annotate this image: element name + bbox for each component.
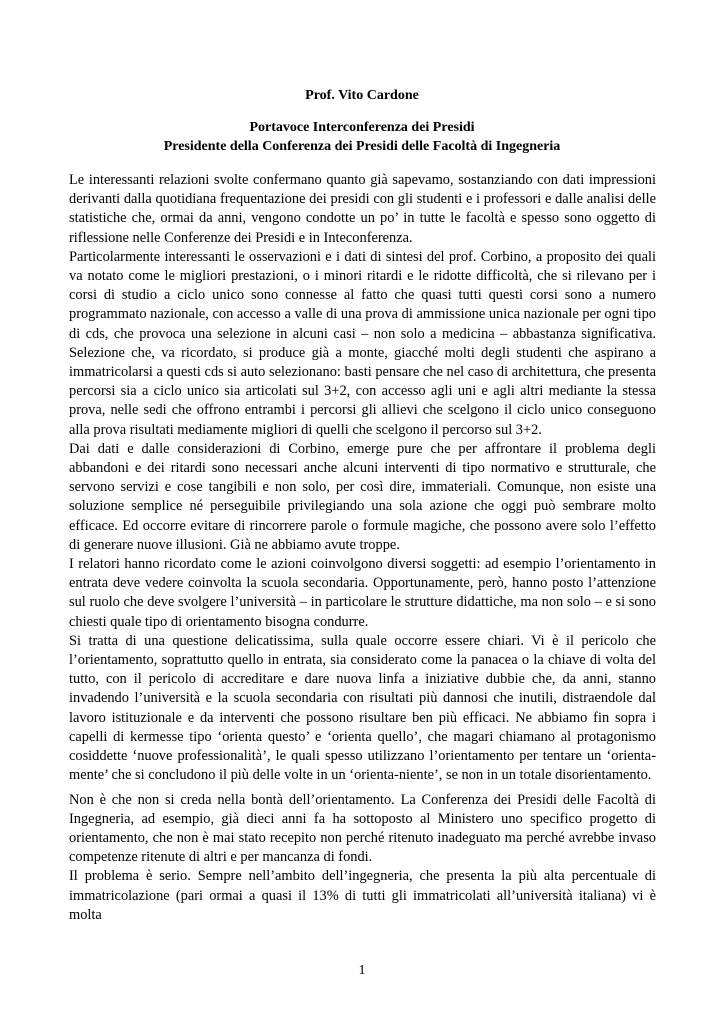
page-number: 1 (358, 963, 366, 978)
author-block (0, 86, 724, 105)
paragraph: Particolarmente interessanti le osservazioni e i dati di sintesi del prof. Corbino, a proposito dei quali va notato come le migliori prestazioni, o i minori ritardi e le ridotte difficoltà, che si rilevano per i corsi di studio a ciclo unico sono connesse al fatto che quasi tutti questi corsi sono a numero programmato nazionale, con accesso a valle di una prova di ammissione unica nazionale per ogni tipo di cds, che provoca una selezione in alcuni casi – non solo a medicina – abbastanza significativa. Selezione che, va ricordato, si produce già a monte, giacché molti degli studenti che aspirano a immatricolarsi a questi cds si auto selezionano: basti pensare che nel caso di architettura, che presenta percorsi sia a ciclo unico sia articolati sul 3+2, con accesso agli uni e agli altri mediante la stessa prova, nelle sedi che offrono entrambi i percorsi gli allievi che scelgono il ciclo unico conseguono alla prova risultati mediamente migliori di quelli che scelgono il percorso sul 3+2. (69, 248, 656, 438)
paragraph: Le interessanti relazioni svolte confermano quanto già sapevamo, sostanziando con dati impressioni derivanti dalla quotidiana frequentazione dei presidi con gli studenti e i professori e dalle analisi delle statistiche che, ormai da anni, vengono condotte un po’ in tutte le facoltà e spesso sono oggetto di riflessione nelle Conferenze dei Presidi e in Inteconferenza. (69, 172, 656, 246)
author-name: Prof. Vito Cardone (305, 88, 419, 103)
paragraph: Si tratta di una questione delicatissima, sulla quale occorre essere chiari. Vi è il pericolo che l’orientamento, soprattutto quello in entrata, sia considerato come la panacea o la chiave di volta del tutto, con il pericolo di accreditare e dare nuova linfa a iniziative dubbie che, da anni, stanno invadendo l’università e la scuola secondaria con risultati più dannosi che inutili, distraendole dal lavoro istituzionale e da interventi che possono risultare ben più efficaci. Ne abbiamo fin sopra i capelli di kermesse tipo ‘orienta questo’ e ‘orienta quello’, che magari chiamano al protagonismo cosiddette ‘nuove professionalità’, le quali spesso utilizzano l’orientamento per tentare un ‘orienta-mente’ che si concludono il più delle volte in un ‘orienta-niente’, se non in un totale disorientamento. (69, 632, 656, 784)
role-president: Presidente della Conferenza dei Presidi delle Facoltà di Ingegneria (163, 139, 561, 154)
paragraph: Dai dati e dalle considerazioni di Corbino, emerge pure che per affrontare il problema degli abbandoni e dei ritardi sono necessari anche alcuni interventi di tipo normativo e strutturale, che servono servizi e cose tangibili e non solo, per così dire, immateriali. Comunque, non esiste una soluzione semplice né perseguibile privilegiando una sola azione che oggi può sembrare molto efficace. Ed occorre evitare di rincorrere parole o formule magiche, che possono avere solo l’effetto di generare nuove illusioni. Già ne abbiamo avute troppe. (69, 440, 656, 553)
paragraph: Il problema è serio. Sempre nell’ambito dell’ingegneria, che presenta la più alta percentuale di immatricolazione (pari ormai a quasi il 13% di tutti gli immatricolati all’università italiana) vi è molta (69, 868, 656, 923)
paragraph: Non è che non si creda nella bontà dell’orientamento. La Conferenza dei Presidi delle Facoltà di Ingegneria, ad esempio, già dieci anni fa ha sottoposto al Ministero uno specifico progetto di orientamento, che non è mai stato recepito non perché ritenuto inadeguato ma perché avrebbe invaso competenze ritenute di altri e per mancanza di fondi. (69, 791, 656, 866)
paragraph: I relatori hanno ricordato come le azioni coinvolgono diversi soggetti: ad esempio l’orientamento in entrata deve vedere coinvolta la scuola secondaria. Opportunamente, però, hanno posto l’attenzione sul ruolo che deve svolgere l’università – in particolare le strutture didattiche, ma non solo – e si sono chiesti quale tipo di orientamento bisogna condurre. (69, 556, 656, 630)
body-text (69, 171, 656, 925)
roles-block (0, 118, 724, 156)
role-spokesperson: Portavoce Interconferenza dei Presidi (249, 120, 475, 135)
